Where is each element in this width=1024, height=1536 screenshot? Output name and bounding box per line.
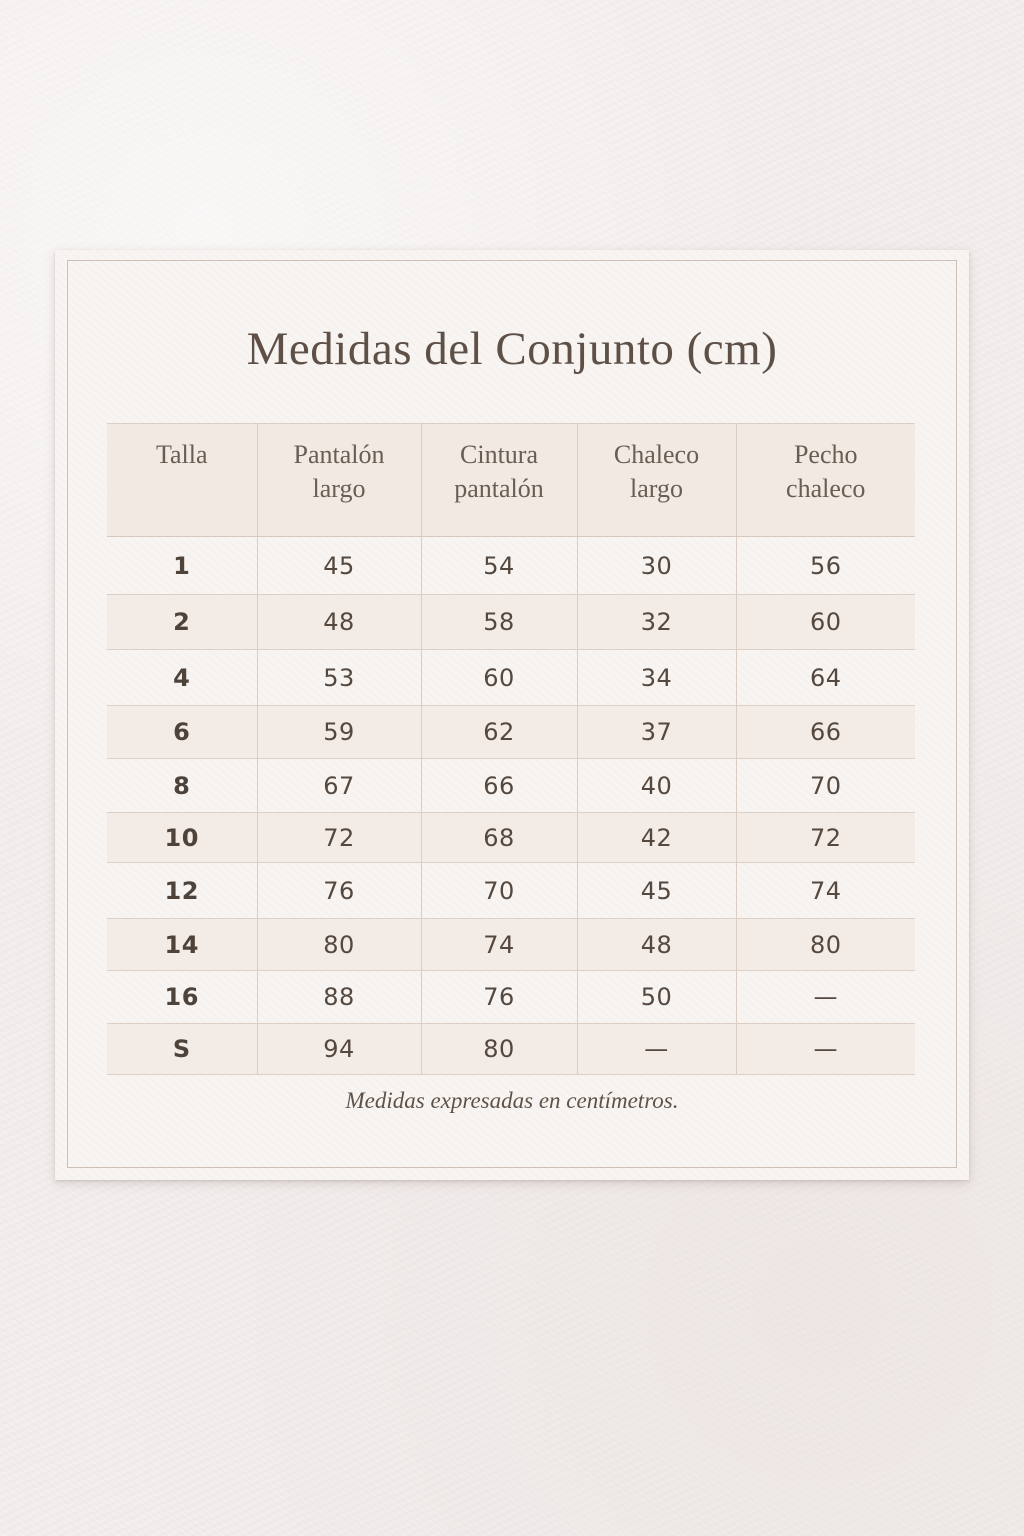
table-cell: 59 — [257, 706, 421, 759]
table-cell: 80 — [257, 919, 421, 971]
table-cell: 64 — [736, 650, 915, 706]
table-cell: 30 — [577, 537, 736, 595]
table-cell: 72 — [736, 813, 915, 863]
header-row — [107, 424, 915, 537]
size-cell: 12 — [107, 863, 257, 919]
table-cell: 40 — [577, 759, 736, 813]
table-cell: 32 — [577, 595, 736, 650]
footnote: Medidas expresadas en centímetros. — [345, 1088, 679, 1113]
table-cell: — — [577, 1024, 736, 1075]
table-cell: 54 — [421, 537, 577, 595]
table-cell: 48 — [577, 919, 736, 971]
table-cell: 76 — [421, 971, 577, 1024]
table-cell: 94 — [257, 1024, 421, 1075]
table-cell: 56 — [736, 537, 915, 595]
header-text: Pantalón — [293, 440, 385, 469]
table-cell: 42 — [577, 813, 736, 863]
table-cell: — — [736, 971, 915, 1024]
table-cell: 66 — [736, 706, 915, 759]
header-text: Pecho — [793, 440, 858, 469]
size-cell: 4 — [107, 650, 257, 706]
header-cintura-pantalon — [421, 424, 577, 537]
table-row — [107, 919, 915, 971]
table-row — [107, 759, 915, 813]
table-row — [107, 650, 915, 706]
table-row — [107, 706, 915, 759]
size-cell: 2 — [107, 595, 257, 650]
table-cell: 88 — [257, 971, 421, 1024]
header-text: Cintura — [460, 440, 538, 469]
header-chaleco-largo — [577, 424, 736, 537]
header-talla — [107, 424, 257, 537]
table-cell: 74 — [736, 863, 915, 919]
table-cell: 68 — [421, 813, 577, 863]
size-cell: 1 — [107, 537, 257, 595]
size-cell: 10 — [107, 813, 257, 863]
table-cell: 80 — [736, 919, 915, 971]
table-cell: 76 — [257, 863, 421, 919]
table-cell: 60 — [736, 595, 915, 650]
header-text: Talla — [155, 440, 208, 469]
table-cell: 62 — [421, 706, 577, 759]
size-cell: 14 — [107, 919, 257, 971]
table-cell: 74 — [421, 919, 577, 971]
table-cell: 67 — [257, 759, 421, 813]
table-cell: 70 — [421, 863, 577, 919]
size-table — [107, 423, 915, 1075]
table-row — [107, 863, 915, 919]
table-row — [107, 971, 915, 1024]
table-row — [107, 813, 915, 863]
header-pecho-chaleco — [736, 424, 915, 537]
table-cell: — — [736, 1024, 915, 1075]
header-pantalon-largo — [257, 424, 421, 537]
table-cell: 34 — [577, 650, 736, 706]
size-cell: 16 — [107, 971, 257, 1024]
size-chart-card — [55, 250, 969, 1180]
chart-title: Medidas del Conjunto (cm) — [246, 323, 778, 375]
table-cell: 45 — [257, 537, 421, 595]
table-cell: 37 — [577, 706, 736, 759]
header-text: largo — [312, 474, 366, 503]
table-row — [107, 1024, 915, 1075]
header-text: chaleco — [786, 474, 866, 503]
size-cell: 6 — [107, 706, 257, 759]
table-row — [107, 595, 915, 650]
table-cell: 72 — [257, 813, 421, 863]
table-cell: 58 — [421, 595, 577, 650]
table-cell: 50 — [577, 971, 736, 1024]
size-cell: 8 — [107, 759, 257, 813]
table-cell: 53 — [257, 650, 421, 706]
header-text: Chaleco — [613, 440, 700, 469]
table-cell: 45 — [577, 863, 736, 919]
table-cell: 60 — [421, 650, 577, 706]
table-row — [107, 537, 915, 595]
size-cell: S — [107, 1024, 257, 1075]
header-text: pantalón — [454, 474, 544, 503]
table-cell: 66 — [421, 759, 577, 813]
table-cell: 48 — [257, 595, 421, 650]
header-text: largo — [630, 474, 683, 503]
table-cell: 70 — [736, 759, 915, 813]
table-cell: 80 — [421, 1024, 577, 1075]
